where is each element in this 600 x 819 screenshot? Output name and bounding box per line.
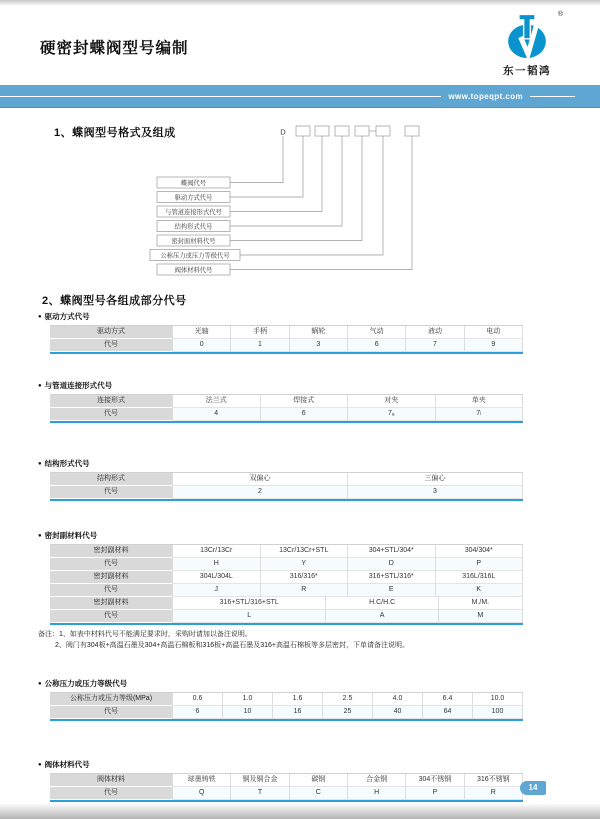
svg-text:结构形式代号: 结构形式代号 [174, 223, 213, 231]
table-cell: 电动 [465, 326, 523, 339]
table-cell: 64 [423, 706, 473, 719]
table-cell: K [436, 584, 524, 597]
table-caption [38, 458, 570, 469]
diagram-label [157, 206, 230, 217]
table-cell: 13Cr/13Cr+STL [261, 545, 349, 558]
banner-line-right [530, 96, 575, 97]
row-data-cells [172, 787, 523, 800]
diagram-labels [150, 177, 240, 275]
table-cell: 0.6 [172, 693, 223, 706]
row-header-cell: 密封副材料 [50, 597, 172, 610]
table-cell: 蜗轮 [290, 326, 348, 339]
table-cell: 16 [273, 706, 323, 719]
note-line: 备注：1、如表中材料代号不能满足要求时，采购时请加以备注说明。 [38, 631, 252, 638]
table-row [50, 597, 523, 610]
diagram-label [157, 235, 230, 246]
table-cell: 6 [348, 339, 406, 352]
row-data-cells [172, 693, 523, 706]
row-header-cell: 代号 [50, 610, 172, 623]
table-cell: D [348, 558, 436, 571]
table-cell: L [172, 610, 326, 623]
valve-logo-icon [499, 12, 555, 62]
row-data-cells [172, 326, 523, 339]
row-data-cells [172, 486, 523, 499]
table-cell: 100 [473, 706, 523, 719]
svg-text:蝶阀代号: 蝶阀代号 [180, 179, 207, 187]
diagram-label [157, 264, 230, 275]
table-cell: 316L/316L [436, 571, 524, 584]
row-data-cells [172, 545, 523, 558]
table-row [50, 326, 523, 339]
table-cell: 三偏心 [348, 473, 523, 486]
table-cell: 304+STL/304* [348, 545, 436, 558]
row-data-cells [172, 610, 523, 623]
table-cell: 3 [290, 339, 348, 352]
table-cell: 10.0 [473, 693, 523, 706]
table-cell: 304不锈钢 [406, 774, 464, 787]
table-cell: 40 [373, 706, 423, 719]
svg-text:与管道连接形式代号: 与管道连接形式代号 [165, 208, 222, 216]
table-row [50, 706, 523, 719]
table-row [50, 395, 523, 408]
section2-heading: 2、蝶阀型号各组成部分代号 [42, 295, 187, 307]
row-data-cells [172, 584, 523, 597]
table-cell: 法兰式 [172, 395, 261, 408]
page-bottom-edge [0, 804, 600, 819]
table-cell: 双偏心 [172, 473, 348, 486]
diagram-label [150, 250, 240, 261]
table-cell: 焊接式 [261, 395, 349, 408]
table-cell: 316不锈钢 [465, 774, 523, 787]
table-cell: H.C/H.C [326, 597, 438, 610]
drive-mode-table [50, 325, 523, 354]
table-cell: 7ₐ [348, 408, 436, 421]
structure-type-table [50, 472, 523, 501]
table-row [50, 571, 523, 584]
row-header-cell: 代号 [50, 558, 172, 571]
section1-heading: 1、蝶阀型号格式及组成 [54, 127, 176, 139]
table-cell: 4.0 [373, 693, 423, 706]
row-header-cell: 代号 [50, 408, 172, 421]
caption-text: 阀体材料代号 [44, 760, 90, 769]
svg-text:驱动方式代号: 驱动方式代号 [174, 194, 213, 202]
table-row [50, 774, 523, 787]
logo-mark [499, 11, 563, 62]
row-data-cells [172, 706, 523, 719]
table-cell: 0 [172, 339, 231, 352]
table-cell: 9 [465, 339, 523, 352]
table-row [50, 787, 523, 800]
table-cell: 10 [223, 706, 273, 719]
banner-line-left [0, 96, 441, 97]
table-cell: R [465, 787, 523, 800]
table-cell: 2 [172, 486, 348, 499]
drive-mode-section [30, 311, 570, 354]
registered-trademark-icon: ® [557, 11, 563, 18]
bullet-icon: ● [38, 533, 42, 539]
diagram-label [157, 221, 230, 232]
row-data-cells [172, 558, 523, 571]
table-cell: 316+STL/316+STL [172, 597, 326, 610]
table-cell: R [261, 584, 349, 597]
diagram-label [157, 177, 230, 188]
svg-text:阀体材料代号: 阀体材料代号 [174, 266, 213, 274]
table-row [50, 610, 523, 623]
table-cell: 单夹 [436, 395, 524, 408]
row-header-cell: 代号 [50, 584, 172, 597]
table-cell: 3 [348, 486, 523, 499]
bullet-icon: ● [38, 461, 42, 467]
table-row [50, 339, 523, 352]
table-cell: 合金钢 [348, 774, 406, 787]
table-cell: 气动 [348, 326, 406, 339]
row-header-cell: 代号 [50, 787, 172, 800]
table-caption [38, 530, 570, 541]
page-title: 硬密封蝶阀型号编制 [40, 40, 189, 57]
table-cell: 25 [323, 706, 373, 719]
row-header-cell: 公称压力或压力等级(MPa) [50, 693, 172, 706]
row-header-cell: 代号 [50, 706, 172, 719]
table-cell: J [172, 584, 261, 597]
seal-material-table [50, 544, 523, 625]
row-header-cell: 结构形式 [50, 473, 172, 486]
row-data-cells [172, 395, 523, 408]
table-cell: 液动 [406, 326, 464, 339]
page-header [0, 6, 600, 85]
table-caption [38, 678, 570, 689]
connection-type-table [50, 394, 523, 423]
pressure-rating-table [50, 692, 523, 721]
row-data-cells [172, 774, 523, 787]
table-cell: A [326, 610, 438, 623]
table-cell: 铜及铜合金 [231, 774, 289, 787]
brand-name: 东一韬鸿 [503, 65, 551, 77]
table-row [50, 693, 523, 706]
table-cell: H [348, 787, 406, 800]
table-cell: 304/304* [436, 545, 524, 558]
table-cell: 1 [231, 339, 289, 352]
table-cell: 球墨铸铁 [172, 774, 231, 787]
table-cell: 光轴 [172, 326, 231, 339]
model-format-diagram [30, 124, 570, 290]
table-caption [38, 380, 570, 391]
website-url: www.topeqpt.com [448, 91, 523, 101]
table-cell: T [231, 787, 289, 800]
page-number-badge: 14 [520, 781, 546, 795]
row-header-cell: 代号 [50, 339, 172, 352]
svg-text:密封面材料代号: 密封面材料代号 [171, 237, 216, 245]
table-cell: E [348, 584, 436, 597]
bullet-icon: ● [38, 314, 42, 320]
row-data-cells [172, 339, 523, 352]
row-data-cells [172, 408, 523, 421]
table-cell: 碳钢 [290, 774, 348, 787]
table-cell: 316/316* [261, 571, 349, 584]
table-cell: 1.6 [273, 693, 323, 706]
table-cell: P [436, 558, 524, 571]
row-header-cell: 代号 [50, 486, 172, 499]
table-cell: P [406, 787, 464, 800]
row-header-cell: 驱动方式 [50, 326, 172, 339]
row-data-cells [172, 597, 523, 610]
seal-material-section [30, 530, 570, 651]
table-row [50, 584, 523, 597]
model-prefix-letter: D [280, 127, 286, 137]
model-format-section [30, 124, 570, 290]
table-cell: Y [261, 558, 349, 571]
pressure-rating-section [30, 678, 570, 721]
table-row [50, 486, 523, 499]
table-cell: 1.0 [223, 693, 273, 706]
table-row [50, 408, 523, 421]
table-cell: 316+STL/316* [348, 571, 436, 584]
table-cell: 手柄 [231, 326, 289, 339]
seal-material-notes [38, 629, 570, 651]
table-row [50, 558, 523, 571]
connection-type-section [30, 380, 570, 423]
table-cell: Q [172, 787, 231, 800]
table-caption [38, 759, 570, 770]
caption-text: 结构形式代号 [44, 459, 90, 468]
connector-lines [230, 131, 412, 270]
table-cell: 对夹 [348, 395, 436, 408]
table-cell: 7 [406, 339, 464, 352]
company-logo [492, 12, 562, 78]
bullet-icon: ● [38, 762, 42, 768]
model-field-boxes [296, 126, 419, 136]
table-caption [38, 311, 570, 322]
table-cell: 6 [261, 408, 349, 421]
bullet-icon: ● [38, 681, 42, 687]
table-cell: 7ₗ [436, 408, 524, 421]
row-data-cells [172, 571, 523, 584]
table-cell: C [290, 787, 348, 800]
structure-type-section [30, 458, 570, 501]
table-cell: 304L/304L [172, 571, 261, 584]
row-data-cells [172, 473, 523, 486]
table-cell: 6 [172, 706, 223, 719]
table-cell: 6.4 [423, 693, 473, 706]
table-cell: 2.5 [323, 693, 373, 706]
bullet-icon: ● [38, 383, 42, 389]
note-line: 2、阀门有304板+高温石墨及304+高温石棉板和316板+高温石墨及316+高温石棉板等多层密封，下单请备注说明。 [55, 642, 409, 649]
table-row [50, 545, 523, 558]
body-material-table [50, 773, 523, 802]
caption-text: 与管道连接形式代号 [44, 381, 113, 390]
page-content [0, 124, 600, 817]
table-cell: M./M. [439, 597, 523, 610]
table-cell: M [439, 610, 523, 623]
banner-bar [0, 85, 600, 108]
caption-text: 密封副材料代号 [44, 531, 98, 540]
row-header-cell: 阀体材料 [50, 774, 172, 787]
row-header-cell: 密封副材料 [50, 571, 172, 584]
svg-text:公称压力或压力等级代号: 公称压力或压力等级代号 [160, 252, 230, 260]
table-cell: 4 [172, 408, 261, 421]
caption-text: 公称压力或压力等级代号 [44, 679, 128, 688]
diagram-label [157, 192, 230, 203]
row-header-cell: 连接形式 [50, 395, 172, 408]
table-cell: 13Cr/13Cr [172, 545, 261, 558]
caption-text: 驱动方式代号 [44, 312, 90, 321]
row-header-cell: 密封副材料 [50, 545, 172, 558]
table-cell: H [172, 558, 261, 571]
table-row [50, 473, 523, 486]
